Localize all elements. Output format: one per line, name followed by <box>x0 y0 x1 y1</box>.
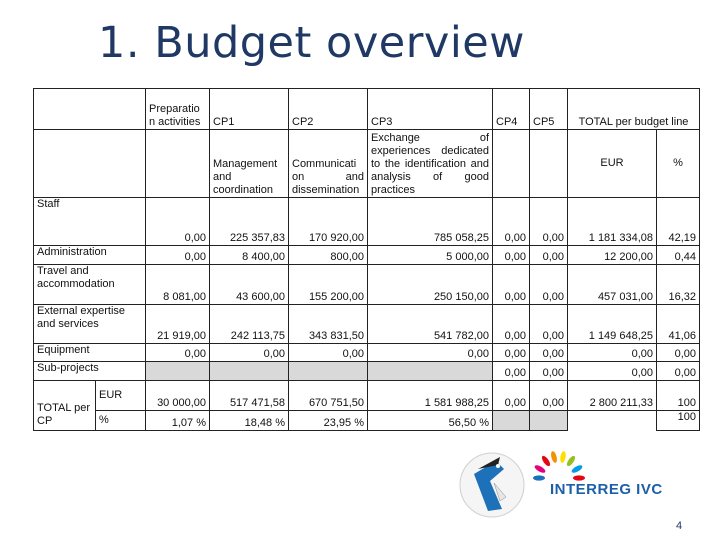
table-row <box>34 362 700 381</box>
cell-cp1: 242 113,75 <box>210 305 289 344</box>
total-eur-label: EUR <box>96 381 146 411</box>
total-cp2: 670 751,50 <box>289 381 368 411</box>
cell-prep: 21 919,00 <box>146 305 210 344</box>
row-label: Equipment <box>34 344 146 362</box>
header-cp5: CP5 <box>530 89 568 130</box>
cell-eur: 0,00 <box>568 344 657 362</box>
header-cp4: CP4 <box>493 89 530 130</box>
cell-prep: 0,00 <box>146 246 210 265</box>
header2-cp4 <box>493 130 530 198</box>
pct-prep: 1,07 % <box>146 411 210 431</box>
cell-cp3: 5 000,00 <box>368 246 493 265</box>
logo-text: INTERREG IVC <box>550 481 663 498</box>
cell-cp4: 0,00 <box>493 246 530 265</box>
cell-prep <box>146 362 210 381</box>
header-blank <box>34 89 146 130</box>
table-row <box>34 246 700 265</box>
row-label: Administration <box>34 246 146 265</box>
row-label: External expertise and services <box>34 305 146 344</box>
pct-cp5 <box>530 411 568 431</box>
total-pct-label: % <box>96 411 146 431</box>
cell-cp5: 0,00 <box>530 305 568 344</box>
cell-eur: 12 200,00 <box>568 246 657 265</box>
total-pct: 100 <box>657 381 700 411</box>
cell-prep: 0,00 <box>146 344 210 362</box>
page-number: 4 <box>676 520 683 532</box>
cell-pct: 0,44 <box>657 246 700 265</box>
pct-total: 100 <box>657 411 700 431</box>
page-title: 1. Budget overview <box>98 18 525 68</box>
total-cp1: 517 471,58 <box>210 381 289 411</box>
cell-cp5: 0,00 <box>530 198 568 246</box>
cell-prep: 0,00 <box>146 198 210 246</box>
cell-cp2: 155 200,00 <box>289 265 368 305</box>
cell-cp2: 343 831,50 <box>289 305 368 344</box>
cell-cp1 <box>210 362 289 381</box>
cell-cp4: 0,00 <box>493 198 530 246</box>
header2-cp2: Communicati on and dissemination <box>289 130 368 198</box>
cell-cp1: 0,00 <box>210 344 289 362</box>
header-cp1: CP1 <box>210 89 289 130</box>
cell-cp1: 43 600,00 <box>210 265 289 305</box>
pct-cp4 <box>493 411 530 431</box>
header2-cp1: Management and coordination <box>210 130 289 198</box>
cell-pct: 0,00 <box>657 362 700 381</box>
cell-cp2: 170 920,00 <box>289 198 368 246</box>
header-row-2 <box>34 130 700 198</box>
total-prep: 30 000,00 <box>146 381 210 411</box>
table-row <box>34 305 700 344</box>
cell-prep: 8 081,00 <box>146 265 210 305</box>
total-cp3: 1 581 988,25 <box>368 381 493 411</box>
total-cp4: 0,00 <box>493 381 530 411</box>
total-cp5: 0,00 <box>530 381 568 411</box>
cell-pct: 41,06 <box>657 305 700 344</box>
cell-cp2 <box>289 362 368 381</box>
cell-eur: 1 149 648,25 <box>568 305 657 344</box>
cell-cp2: 0,00 <box>289 344 368 362</box>
cell-cp3: 541 782,00 <box>368 305 493 344</box>
total-row-pct <box>34 411 700 431</box>
budget-table <box>33 88 700 431</box>
cell-cp5: 0,00 <box>530 362 568 381</box>
cell-cp1: 8 400,00 <box>210 246 289 265</box>
interreg-burst-icon <box>533 451 585 481</box>
header-cp2: CP2 <box>289 89 368 130</box>
pct-cp2: 23,95 % <box>289 411 368 431</box>
cell-cp4: 0,00 <box>493 344 530 362</box>
total-label: TOTAL per CP <box>34 381 96 431</box>
cell-cp3: 0,00 <box>368 344 493 362</box>
cell-eur: 1 181 334,08 <box>568 198 657 246</box>
header2-cp3: Exchange of experiences dedicated to the identification and analysis of good practices <box>368 130 493 198</box>
pct-cp1: 18,48 % <box>210 411 289 431</box>
cell-cp3: 250 150,00 <box>368 265 493 305</box>
pct-total-blank <box>568 411 657 431</box>
header2-eur: EUR <box>568 130 657 198</box>
table-row <box>34 198 700 246</box>
total-eur: 2 800 211,33 <box>568 381 657 411</box>
cell-pct: 42,19 <box>657 198 700 246</box>
table-row <box>34 265 700 305</box>
cell-pct: 0,00 <box>657 344 700 362</box>
cell-cp2: 800,00 <box>289 246 368 265</box>
header-prep: Preparatio n activities <box>146 89 210 130</box>
header2-blank <box>34 130 146 198</box>
header2-prep <box>146 130 210 198</box>
cell-cp4: 0,00 <box>493 305 530 344</box>
total-row-eur <box>34 381 700 411</box>
cell-eur: 457 031,00 <box>568 265 657 305</box>
cell-cp3: 785 058,25 <box>368 198 493 246</box>
header2-cp5 <box>530 130 568 198</box>
cell-cp3 <box>368 362 493 381</box>
row-label: Travel and accommodation <box>34 265 146 305</box>
header2-pct: % <box>657 130 700 198</box>
cell-cp1: 225 357,83 <box>210 198 289 246</box>
header-cp3: CP3 <box>368 89 493 130</box>
cell-cp5: 0,00 <box>530 246 568 265</box>
cell-cp4: 0,00 <box>493 265 530 305</box>
header-total: TOTAL per budget line <box>568 89 700 130</box>
row-label: Sub-projects <box>34 362 146 381</box>
table-row <box>34 344 700 362</box>
cell-pct: 16,32 <box>657 265 700 305</box>
header-row-1 <box>34 89 700 130</box>
cell-cp4: 0,00 <box>493 362 530 381</box>
interreg-logo <box>444 439 678 529</box>
cell-cp5: 0,00 <box>530 344 568 362</box>
pct-cp3: 56,50 % <box>368 411 493 431</box>
cell-eur: 0,00 <box>568 362 657 381</box>
cell-cp5: 0,00 <box>530 265 568 305</box>
row-label: Staff <box>34 198 146 246</box>
